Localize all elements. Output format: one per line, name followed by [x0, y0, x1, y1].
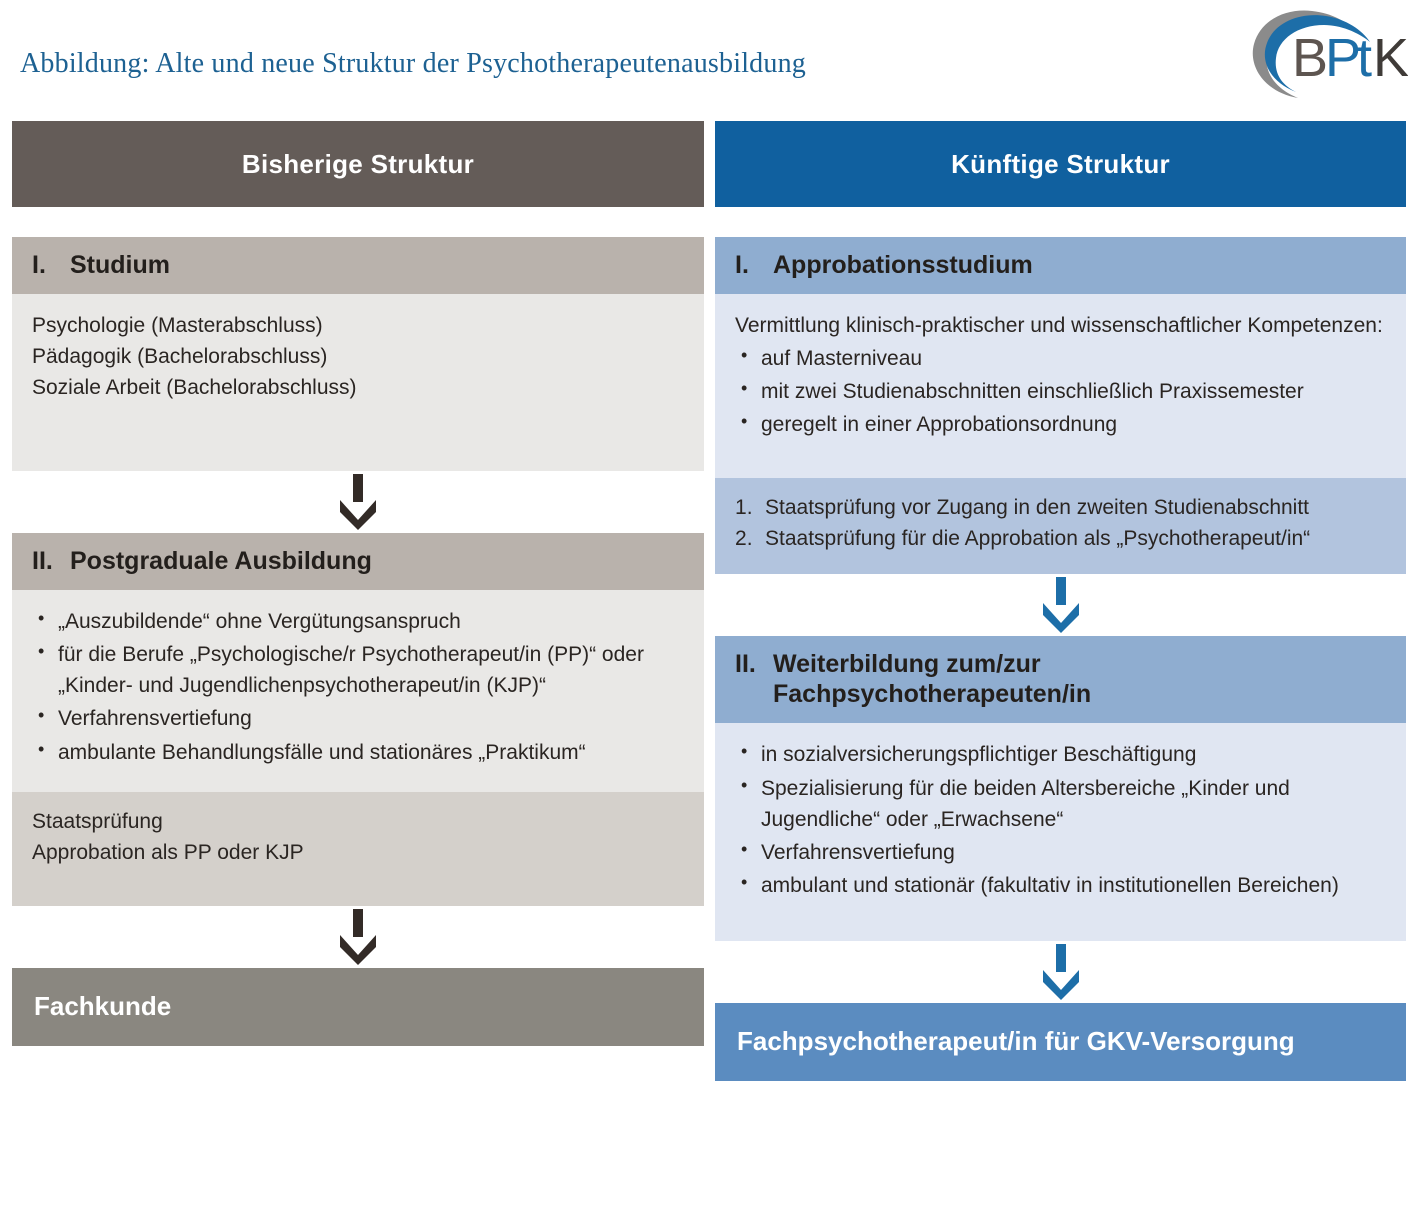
logo-letter-t: t [1357, 28, 1373, 88]
arrow-down-icon [1041, 944, 1081, 1000]
card-approbationsstudium-footer [715, 478, 1406, 574]
list-item: • in sozialversicherungspflichtiger Beschäftigung [735, 739, 1386, 770]
staatspruefung-list [32, 806, 684, 868]
card-approbationsstudium-numeral: I. [735, 251, 749, 279]
list-item: • ambulant und stationär (fakultativ in institutionellen Bereichen) [735, 870, 1386, 901]
list-item: • Verfahrensvertiefung [735, 837, 1386, 868]
card-postgraduale-numeral: II. [32, 547, 53, 576]
card-weiterbildung-body [715, 723, 1406, 940]
list-item: • „Auszubildende“ ohne Vergütungsanspruch [32, 606, 684, 637]
card-weiterbildung-title-line2: Fachpsychotherapeuten/in [773, 680, 1092, 709]
card-weiterbildung [715, 636, 1406, 940]
card-studium-body [12, 294, 704, 471]
list-item: Staatsprüfung [32, 809, 163, 833]
card-postgraduale-body [12, 590, 704, 791]
list-item: Staatsprüfung vor Zugang in den zweiten Studienabschnitt [765, 496, 1310, 520]
list-item: • auf Masterniveau [735, 343, 1386, 374]
arrow-down-icon [338, 909, 378, 965]
arrow-studium-to-postgradual [12, 471, 704, 533]
list-item: Staatsprüfung für die Approbation als „Psychotherapeut/in“ [765, 527, 1311, 551]
list-item: Approbation als PP oder KJP [32, 840, 304, 864]
logo-letter-p: P [1325, 28, 1362, 88]
list-item: • Verfahrensvertiefung [32, 703, 684, 734]
card-approbationsstudium-title: Approbationsstudium [773, 251, 1033, 279]
card-approbationsstudium-heading [715, 237, 1406, 294]
card-postgraduale-heading [12, 533, 704, 590]
column-header-old: Bisherige Struktur [12, 121, 704, 207]
card-studium-heading [12, 237, 704, 294]
bptk-logo-icon [1240, 6, 1408, 106]
bptk-logo [1240, 6, 1408, 106]
page-title: Abbildung: Alte und neue Struktur der Psychotherapeutenausbildung [20, 48, 806, 79]
arrow-down-icon [1041, 577, 1081, 633]
arrow-down-icon [338, 474, 378, 530]
postgraduale-bullet-list [32, 606, 684, 767]
list-item: • für die Berufe „Psychologische/r Psychotherapeut/in (PP)“ oder „Kinder- und Jugendlichenpsychotherapeut/in (KJP)“ [32, 639, 684, 701]
column-new-structure [715, 121, 1406, 1081]
studium-list [32, 310, 684, 403]
card-postgraduale-footer [12, 792, 704, 906]
list-item: • Spezialisierung für die beiden Altersbereiche „Kinder und Jugendliche“ oder „Erwachsene“ [735, 773, 1386, 835]
approbationsstudium-bullet-list [735, 343, 1386, 440]
card-studium-title: Studium [70, 251, 170, 279]
card-studium-numeral: I. [32, 251, 46, 279]
arrow-approbation-to-weiterbildung [715, 574, 1406, 636]
arrow-weiterbildung-to-fachpsychotherapeut [715, 941, 1406, 1003]
card-studium [12, 237, 704, 471]
list-item: • geregelt in einer Approbationsordnung [735, 409, 1386, 440]
card-weiterbildung-heading [715, 636, 1406, 723]
card-postgraduale-title: Postgraduale Ausbildung [70, 547, 372, 576]
banner-fachpsychotherapeut: Fachpsychotherapeut/in für GKV-Versorgung [715, 1003, 1406, 1081]
logo-letter-b: B [1292, 28, 1329, 88]
list-item: Soziale Arbeit (Bachelorabschluss) [32, 376, 357, 400]
card-weiterbildung-numeral: II. [735, 650, 756, 679]
column-header-new: Künftige Struktur [715, 121, 1406, 207]
weiterbildung-bullet-list [735, 739, 1386, 900]
logo-letter-k: K [1373, 28, 1408, 88]
column-old-structure [12, 121, 704, 1046]
list-item: Pädagogik (Bachelorabschluss) [32, 345, 328, 369]
card-weiterbildung-title-line1: Weiterbildung zum/zur [773, 650, 1041, 679]
card-approbationsstudium [715, 237, 1406, 574]
list-item: • ambulante Behandlungsfälle und stationäres „Praktikum“ [32, 737, 684, 768]
staatspruefungen-list [735, 492, 1386, 554]
banner-fachkunde: Fachkunde [12, 968, 704, 1046]
arrow-postgradual-to-fachkunde [12, 906, 704, 968]
approbationsstudium-lead: Vermittlung klinisch-praktischer und wissenschaftlicher Kompetenzen: [735, 314, 1383, 337]
card-postgraduale-ausbildung [12, 533, 704, 906]
list-item: • mit zwei Studienabschnitten einschließlich Praxissemester [735, 376, 1386, 407]
card-approbationsstudium-body [715, 294, 1406, 478]
list-item: Psychologie (Masterabschluss) [32, 314, 323, 337]
